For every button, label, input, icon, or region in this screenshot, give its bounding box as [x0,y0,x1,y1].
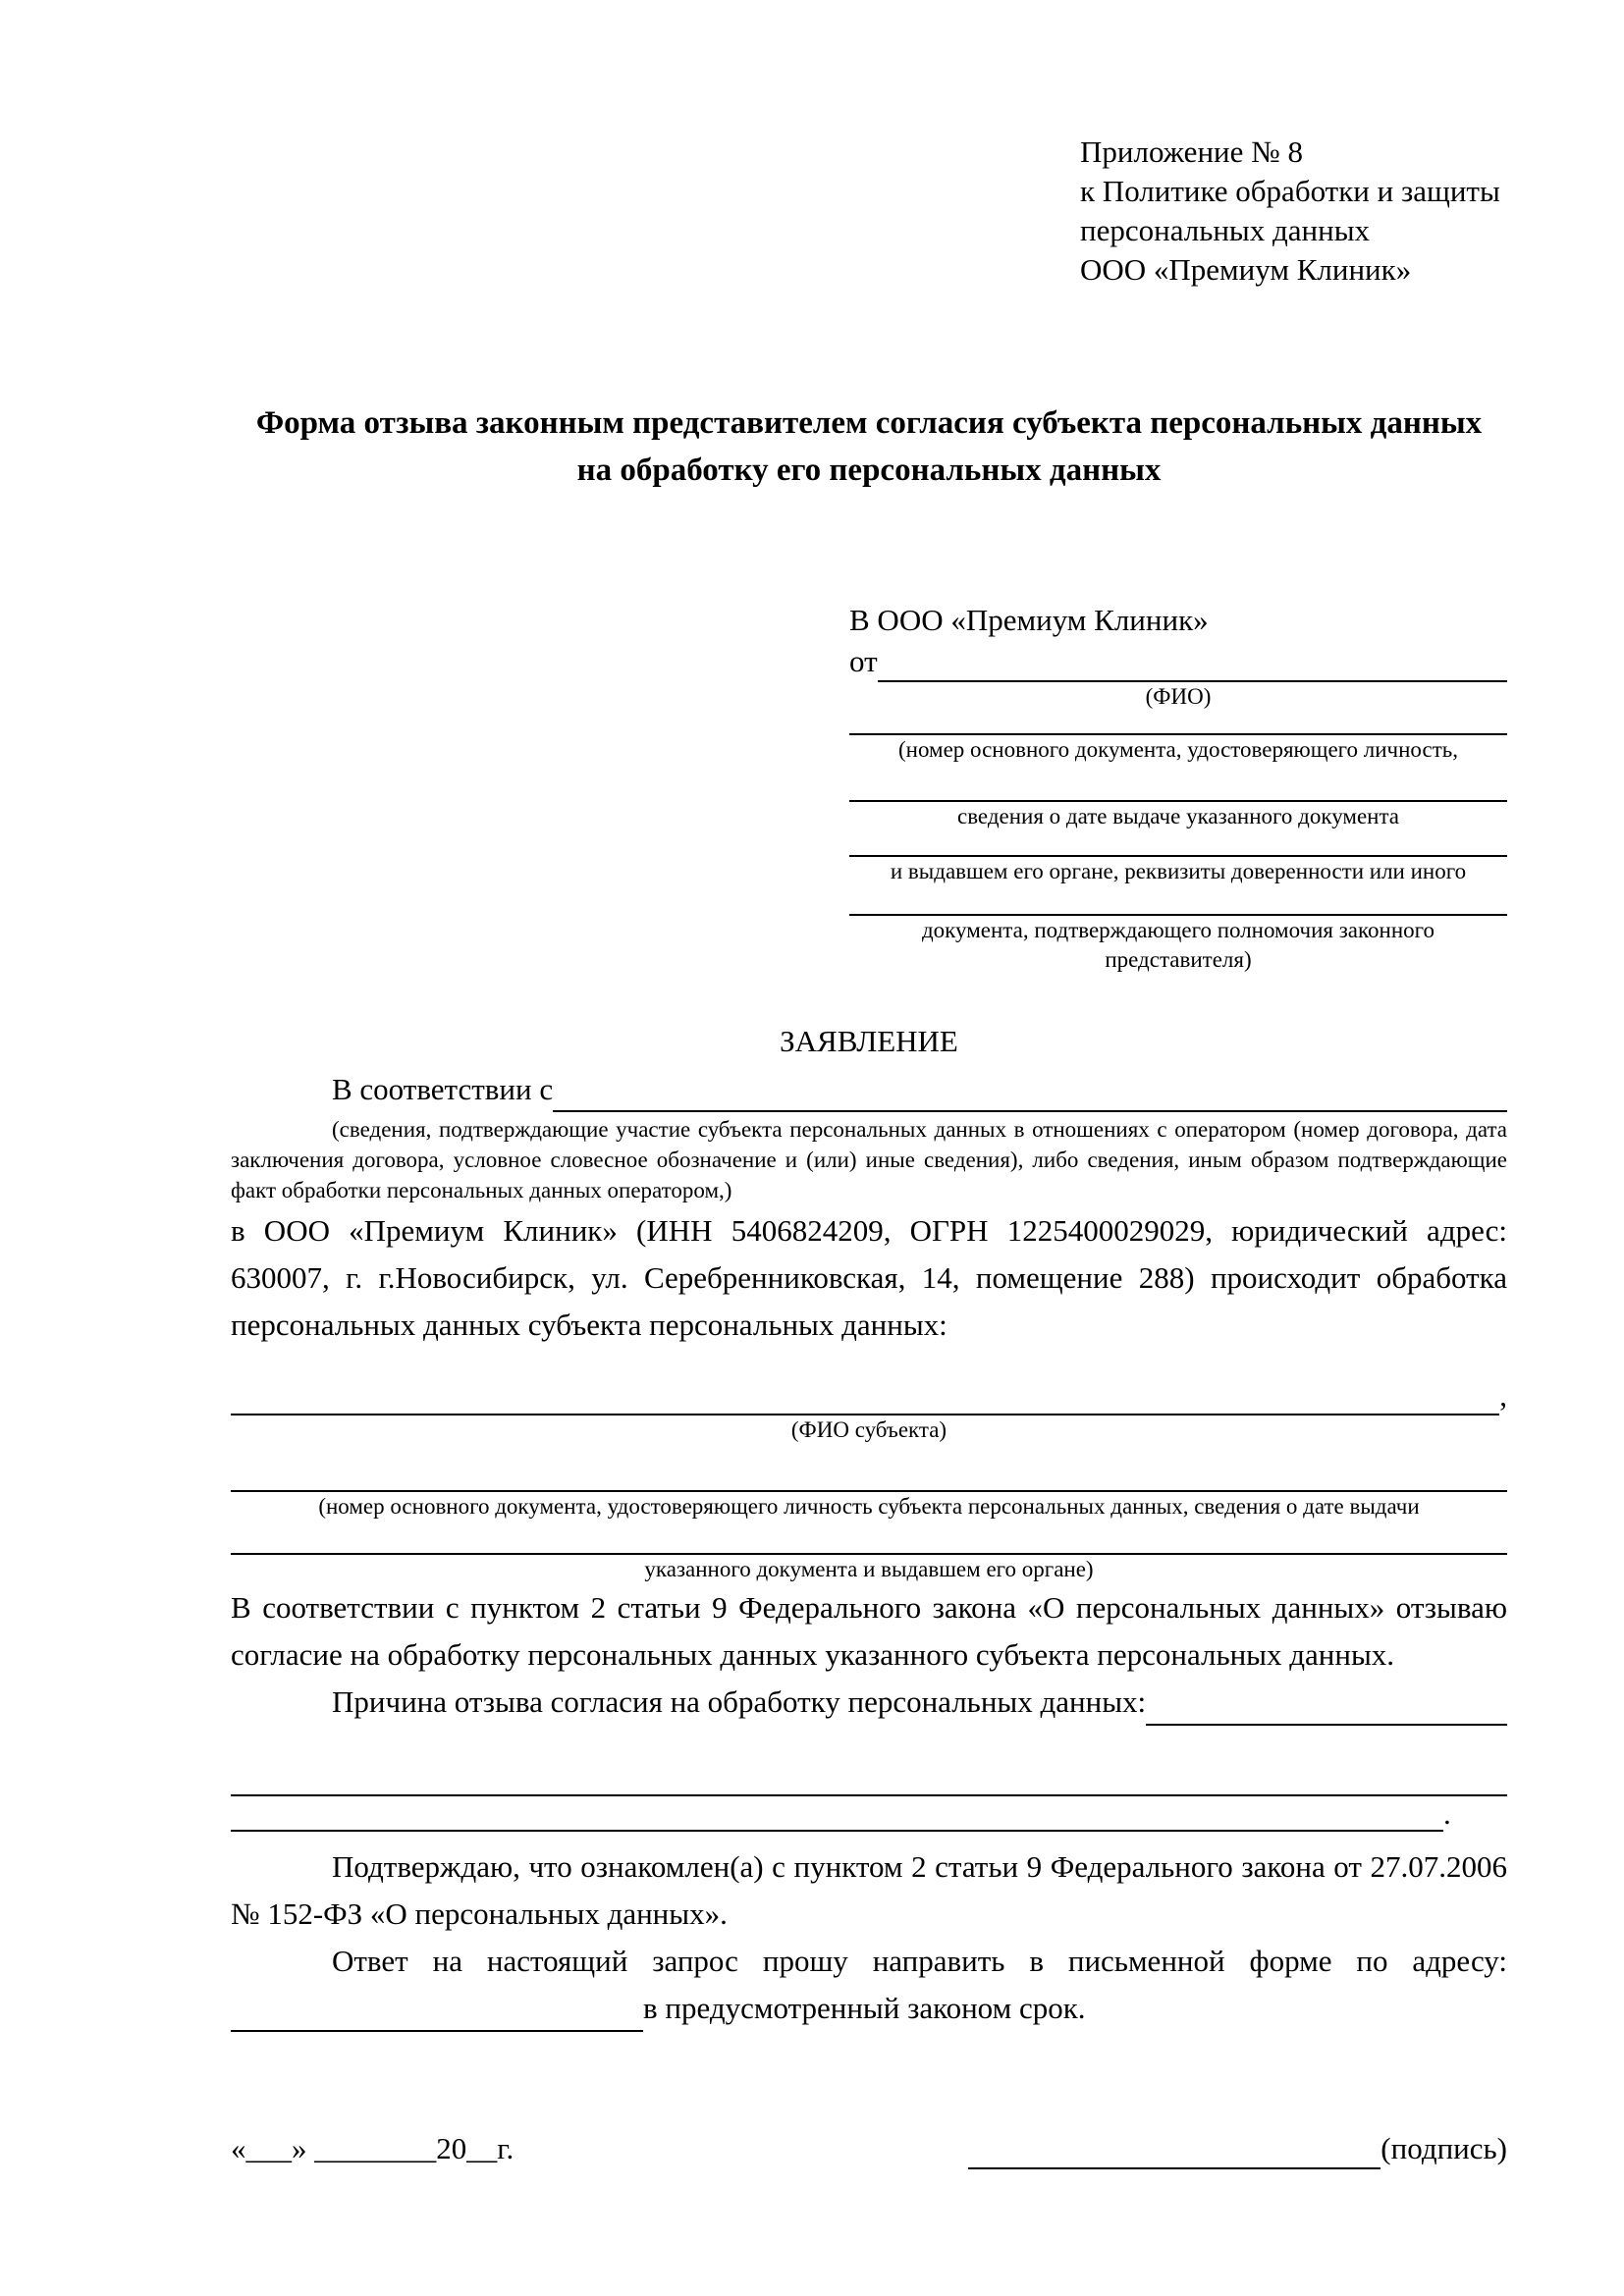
representative-doc-field [849,765,1507,831]
reply-address-row [231,1985,1507,2032]
reason-blank-line [231,1747,1507,1796]
field-underline [231,1522,1507,1555]
operator-paragraph: в ООО «Премиум Клиник» (ИНН 5406824209, ОГРН 1225400029029, юридический адрес: 630007, г. г.Новосибирск, ул. Серебренниковская, 14, помещение 288) происходит обработка персональных данных субъекта персональных данных: [231,1213,1507,1342]
intro-note: (сведения, подтверждающие участие субъекта персональных данных в отношениях с оператором (номер договора, дата заключения договора, условное словесное обозначение и (или) иные сведения), либо сведения, иным образом подтверждающие факт обработки персональных данных оператором,) [231,1117,1507,1202]
from-row [849,641,1507,682]
field-caption: и выдавшем его органе, реквизиты доверенности или иного [890,859,1467,883]
subject-doc-field [231,1445,1507,1522]
field-caption: (номер основного документа, удостоверяющего личность, [897,737,1458,762]
subject-doc-field [231,1522,1507,1584]
reason-blank-line-2 [231,1796,1507,1832]
reason-row [231,1679,1507,1726]
subject-comma: , [1499,1378,1507,1413]
representative-doc-field [849,712,1507,765]
statement-heading: ЗАЯВЛЕНИЕ [780,1024,958,1058]
appendix-line: персональных данных [1080,213,1371,247]
field-caption: указанного документа и выдавшем его органе) [644,1557,1094,1581]
footer-row [231,2128,1507,2169]
date-field: «___» ________20__г. [231,2131,514,2165]
reply-tail: в предусмотренный законом срок. [643,1991,1086,2025]
document-title: Форма отзыва законным представителем согласия субъекта персональных данных на обработку его персональных данных [255,405,1483,488]
reply-address-underline [231,2030,643,2032]
field-underline [849,886,1507,916]
acknowledge-paragraph: Подтверждаю, что ознакомлен(а) с пунктом 2 статьи 9 Федерального закона от 27.07.2006 № 152-ФЗ «О персональных данных». [231,1849,1507,1931]
fio-caption: (ФИО) [1145,684,1212,709]
subject-fio-row [231,1376,1507,1415]
field-underline [849,831,1507,857]
addressee-to: В ООО «Премиум Клиник» [849,603,1209,637]
intro-label: В соответствии с [332,1072,554,1106]
addressee-block [849,600,1507,975]
appendix-line: Приложение № 8 [1080,134,1303,169]
representative-doc-field [849,831,1507,886]
trailing-period: . [1443,1796,1451,1831]
field-underline [231,1445,1507,1492]
intro-row [231,1067,1507,1112]
reason-underline [1146,1724,1507,1726]
from-label: от [849,644,878,678]
field-caption: документа, подтверждающего полномочия законного представителя) [921,918,1435,972]
field-underline [849,765,1507,802]
representative-doc-field [849,886,1507,975]
signature-block [968,2128,1507,2169]
intro-underline [553,1110,1507,1112]
appendix-line: ООО «Премиум Клиник» [1080,252,1412,287]
reason-label: Причина отзыва согласия на обработку персональных данных: [332,1684,1147,1719]
reply-paragraph: Ответ на настоящий запрос прошу направить в письменной форме по адресу: [332,1944,1507,1978]
signature-underline [968,2167,1380,2169]
appendix-line: к Политике обработки и защиты [1080,174,1500,208]
blank-underline [231,1830,1443,1832]
signature-caption: (подпись) [1380,2131,1507,2165]
field-caption: сведения о дате выдаче указанного документа [956,804,1400,828]
subject-fio-caption: (ФИО субъекта) [790,1417,947,1442]
field-underline [849,712,1507,735]
withdrawal-paragraph: В соответствии с пунктом 2 статьи 9 Федерального закона «О персональных данных» отзываю согласие на обработку персональных данных указанного субъекта персональных данных. [231,1590,1507,1672]
appendix-block [1080,133,1507,290]
field-caption: (номер основного документа, удостоверяющего личность субъекта персональных данных, сведения о дате выдачи [318,1494,1420,1519]
